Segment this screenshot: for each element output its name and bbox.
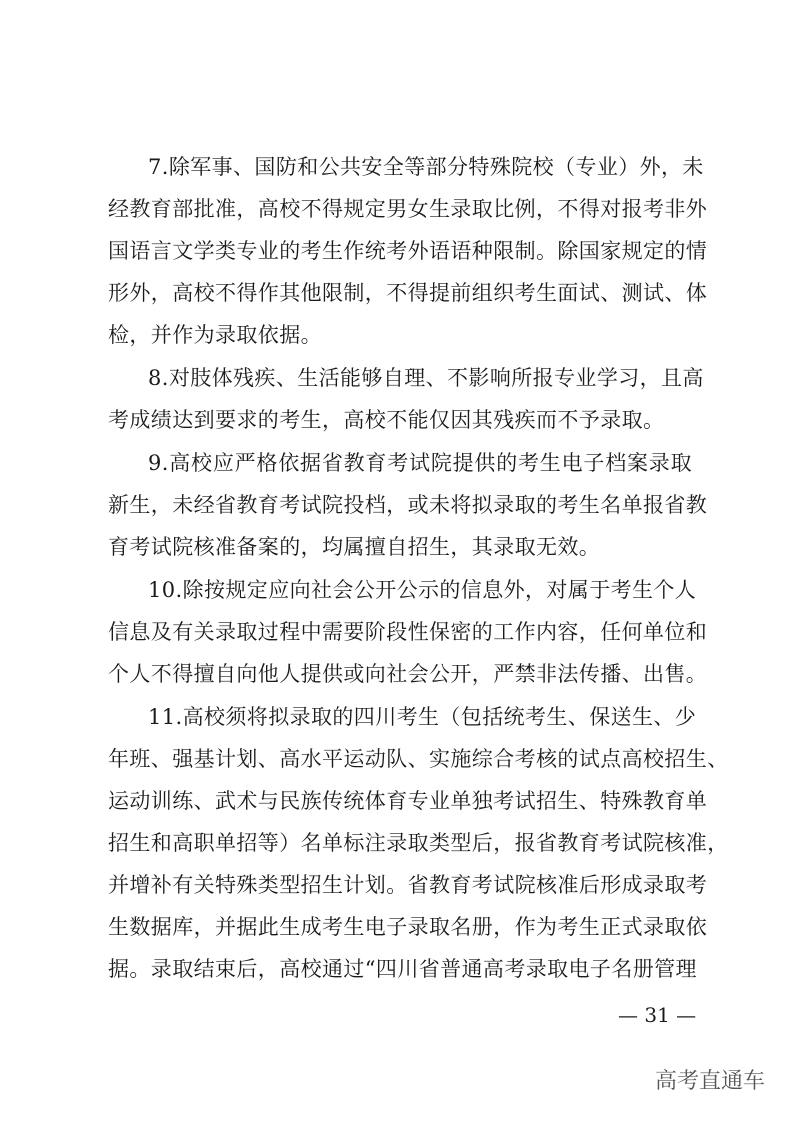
paragraph-line: 年班、强基计划、高水平运动队、实施综合考核的试点高校招生、 [108,747,729,771]
paragraph-line: 8.对肢体残疾、生活能够自理、不影响所报专业学习，且高 [148,366,704,390]
paragraph-line: 形外，高校不得作其他限制，不得提前组织考生面试、测试、体 [108,281,708,305]
paragraph-line: 信息及有关录取过程中需要阶段性保密的工作内容，任何单位和 [108,620,708,644]
paragraph-line: 10.除按规定应向社会公开公示的信息外，对属于考生个人 [148,578,697,602]
page-number: — 31 — [618,1003,697,1027]
paragraph-line: 检，并作为录取依据。 [108,323,322,347]
watermark-text: 高考直通车 [655,1069,766,1094]
paragraph-line: 育考试院核准备案的，均属擅自招生，其录取无效。 [108,535,601,559]
paragraph-line: 据。录取结束后，高校通过“四川省普通高考录取电子名册管理 [108,957,697,981]
paragraph-line: 9.高校应严格依据省教育考试院提供的考生电子档案录取 [148,451,692,475]
paragraph-line: 个人不得擅自向他人提供或向社会公开，严禁非法传播、出售。 [108,662,708,686]
paragraph-line: 经教育部批准，高校不得规定男女生录取比例，不得对报考非外 [108,197,708,221]
paragraph-line: 生数据库，并据此生成考生电子录取名册，作为考生正式录取依 [108,915,708,939]
paragraph-line: 11.高校须将拟录取的四川考生（包括统考生、保送生、少 [148,705,697,729]
paragraph-line: 运动训练、武术与民族传统体育专业单独考试招生、特殊教育单 [108,789,708,813]
paragraph-line: 并增补有关特殊类型招生计划。省教育考试院核准后形成录取考 [108,873,708,897]
paragraph-line: 新生，未经省教育考试院投档，或未将拟录取的考生名单报省教 [108,493,708,517]
paragraph-line: 考成绩达到要求的考生，高校不能仅因其残疾而不予录取。 [108,408,665,432]
paragraph-line: 7.除军事、国防和公共安全等部分特殊院校（专业）外，未 [148,155,704,179]
paragraph-line: 招生和高职单招等）名单标注录取类型后，报省教育考试院核准， [108,831,729,855]
paragraph-line: 国语言文学类专业的考生作统考外语语种限制。除国家规定的情 [108,239,708,263]
